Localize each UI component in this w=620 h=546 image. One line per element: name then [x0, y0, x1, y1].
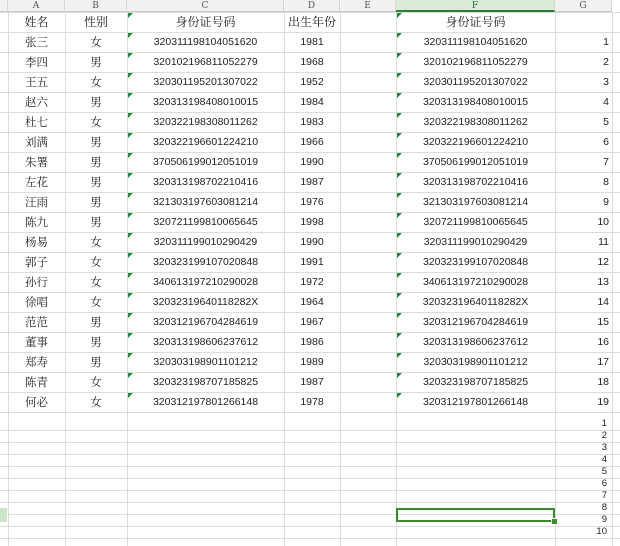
name-cell[interactable]: 王五 [25, 75, 48, 89]
gender-cell[interactable]: 男 [90, 135, 102, 149]
grid-hline [0, 502, 620, 503]
gender-cell[interactable]: 女 [90, 375, 102, 389]
id-cell[interactable]: 320102196811052279 [153, 56, 258, 68]
gender-cell[interactable]: 女 [90, 115, 102, 129]
text-number-indicator-icon [128, 33, 133, 38]
text-number-indicator-icon [128, 133, 133, 138]
index-cell[interactable]: 10 [597, 216, 609, 228]
text-number-indicator-icon [397, 313, 402, 318]
id-copy-cell[interactable]: 320311198104051620 [423, 36, 528, 48]
gender-cell[interactable]: 女 [90, 275, 102, 289]
column-header-e[interactable]: E [340, 0, 396, 12]
column-header-g[interactable]: G [555, 0, 612, 12]
id-cell[interactable]: 320721199810065645 [153, 216, 258, 228]
id-copy-cell[interactable]: 340613197210290028 [422, 276, 529, 288]
id-copy-cell[interactable]: 320102196811052279 [423, 56, 528, 68]
id-copy-cell[interactable]: 320323198707185825 [422, 376, 529, 388]
text-number-indicator-icon [397, 193, 402, 198]
grid-hline [0, 526, 620, 527]
name-cell[interactable]: 郭子 [25, 255, 48, 269]
header-gender[interactable]: 性别 [83, 15, 108, 29]
id-copy-cell[interactable]: 32032319640118282X [422, 296, 529, 308]
text-number-indicator-icon [128, 93, 133, 98]
id-cell[interactable]: 320311198104051620 [153, 36, 258, 48]
text-number-indicator-icon [128, 393, 133, 398]
active-row-marker [0, 508, 7, 522]
blank-index-cell[interactable]: 9 [601, 514, 607, 525]
name-cell[interactable]: 郑寿 [25, 355, 48, 369]
name-cell[interactable]: 李四 [25, 55, 48, 69]
id-cell[interactable]: 320323198707185825 [152, 376, 259, 388]
birth-year-cell[interactable]: 1990 [300, 236, 324, 248]
text-number-indicator-icon [397, 53, 402, 58]
birth-year-cell[interactable]: 1983 [300, 116, 324, 128]
name-cell[interactable]: 刘满 [25, 135, 48, 149]
index-cell[interactable]: 5 [603, 116, 609, 128]
id-cell[interactable]: 340613197210290028 [152, 276, 259, 288]
blank-index-cell[interactable]: 4 [601, 454, 607, 465]
text-number-indicator-icon [397, 233, 402, 238]
gender-cell[interactable]: 男 [90, 195, 102, 209]
blank-index-cell[interactable]: 6 [601, 478, 607, 489]
birth-year-cell[interactable]: 1978 [300, 396, 324, 408]
id-cell[interactable]: 320323199107020848 [152, 256, 259, 268]
index-cell[interactable]: 15 [597, 316, 609, 328]
fill-handle[interactable] [551, 518, 558, 525]
id-copy-cell[interactable]: 320311199010290429 [423, 236, 528, 248]
text-number-indicator-icon [128, 313, 133, 318]
grid-hline [0, 430, 620, 431]
blank-index-cell[interactable]: 1 [601, 418, 607, 429]
header-birth-year[interactable]: 出生年份 [287, 15, 336, 29]
birth-year-cell[interactable]: 1986 [300, 336, 324, 348]
text-number-indicator-icon [397, 113, 402, 118]
name-cell[interactable]: 孙行 [25, 275, 48, 289]
birth-year-cell[interactable]: 1952 [300, 76, 324, 88]
gender-cell[interactable]: 女 [90, 35, 102, 49]
name-cell[interactable]: 陈九 [25, 215, 48, 229]
grid-hline [0, 478, 620, 479]
grid-hline [0, 466, 620, 467]
id-copy-cell[interactable]: 320721199810065645 [423, 216, 528, 228]
gender-cell[interactable]: 男 [90, 215, 102, 229]
grid-hline [0, 538, 620, 539]
gender-cell[interactable]: 男 [90, 315, 102, 329]
id-cell[interactable]: 320322196601224210 [152, 136, 259, 148]
grid-hline [0, 412, 620, 413]
column-header-c[interactable]: C [127, 0, 284, 12]
birth-year-cell[interactable]: 1991 [300, 256, 324, 268]
text-number-indicator-icon [128, 233, 133, 238]
text-number-indicator-icon [397, 33, 402, 38]
blank-index-cell[interactable]: 3 [601, 442, 607, 453]
id-copy-cell[interactable]: 320322198308011262 [423, 116, 528, 128]
text-number-indicator-icon [128, 13, 133, 18]
id-cell[interactable]: 320313198606237612 [152, 336, 259, 348]
text-number-indicator-icon [397, 93, 402, 98]
index-cell[interactable]: 14 [597, 296, 609, 308]
gender-cell[interactable]: 男 [90, 175, 102, 189]
index-cell[interactable]: 16 [597, 336, 609, 348]
id-copy-cell[interactable]: 320312197801266148 [422, 396, 529, 408]
blank-index-cell[interactable]: 8 [601, 502, 607, 513]
text-number-indicator-icon [397, 173, 402, 178]
index-cell[interactable]: 18 [597, 376, 609, 388]
id-copy-cell[interactable]: 370506199012051019 [422, 156, 529, 168]
text-number-indicator-icon [128, 113, 133, 118]
text-number-indicator-icon [397, 293, 402, 298]
index-cell[interactable]: 11 [598, 236, 609, 248]
id-copy-cell[interactable]: 320312196704284619 [422, 316, 529, 328]
birth-year-cell[interactable]: 1976 [300, 196, 324, 208]
birth-year-cell[interactable]: 1989 [300, 356, 324, 368]
id-cell[interactable]: 320312197801266148 [152, 396, 259, 408]
name-cell[interactable]: 董事 [25, 335, 48, 349]
text-number-indicator-icon [397, 213, 402, 218]
text-number-indicator-icon [128, 373, 133, 378]
index-cell[interactable]: 1 [603, 36, 609, 48]
header-id[interactable]: 身份证号码 [175, 15, 236, 29]
index-cell[interactable]: 17 [597, 356, 609, 368]
id-cell[interactable]: 320312196704284619 [152, 316, 259, 328]
id-cell[interactable]: 320322198308011262 [153, 116, 258, 128]
text-number-indicator-icon [128, 213, 133, 218]
name-cell[interactable]: 左花 [25, 175, 48, 189]
header-id-copy[interactable]: 身份证号码 [445, 15, 506, 29]
index-cell[interactable]: 3 [603, 76, 609, 88]
text-number-indicator-icon [128, 193, 133, 198]
grid-hline [0, 442, 620, 443]
birth-year-cell[interactable]: 1981 [300, 36, 324, 48]
index-cell[interactable]: 8 [603, 176, 609, 188]
column-header-d[interactable]: D [284, 0, 340, 12]
name-cell[interactable]: 赵六 [25, 95, 48, 109]
gender-cell[interactable]: 女 [90, 255, 102, 269]
text-number-indicator-icon [397, 133, 402, 138]
index-cell[interactable]: 2 [603, 56, 609, 68]
birth-year-cell[interactable]: 1967 [300, 316, 324, 328]
text-number-indicator-icon [128, 253, 133, 258]
id-cell[interactable]: 320313198408010015 [152, 96, 259, 108]
gender-cell[interactable]: 女 [90, 235, 102, 249]
id-cell[interactable]: 321303197603081214 [152, 196, 259, 208]
text-number-indicator-icon [397, 273, 402, 278]
text-number-indicator-icon [128, 293, 133, 298]
text-number-indicator-icon [397, 153, 402, 158]
text-number-indicator-icon [397, 353, 402, 358]
id-copy-cell[interactable]: 320322196601224210 [422, 136, 529, 148]
column-header-f[interactable]: F [396, 0, 555, 12]
id-copy-cell[interactable]: 320303198901101212 [423, 356, 528, 368]
text-number-indicator-icon [128, 53, 133, 58]
id-cell[interactable]: 320303198901101212 [153, 356, 258, 368]
gender-cell[interactable]: 男 [90, 335, 102, 349]
text-number-indicator-icon [397, 333, 402, 338]
gender-cell[interactable]: 男 [90, 155, 102, 169]
index-cell[interactable]: 19 [597, 396, 609, 408]
index-cell[interactable]: 7 [603, 156, 609, 168]
birth-year-cell[interactable]: 1987 [300, 376, 324, 388]
birth-year-cell[interactable]: 1984 [300, 96, 324, 108]
text-number-indicator-icon [128, 333, 133, 338]
column-header-b[interactable]: B [65, 0, 127, 12]
text-number-indicator-icon [397, 393, 402, 398]
id-copy-cell[interactable]: 321303197603081214 [422, 196, 529, 208]
birth-year-cell[interactable]: 1987 [300, 176, 324, 188]
header-name[interactable]: 姓名 [24, 15, 49, 29]
text-number-indicator-icon [128, 153, 133, 158]
select-all-corner[interactable] [0, 0, 8, 12]
birth-year-cell[interactable]: 1968 [300, 56, 324, 68]
gender-cell[interactable]: 女 [90, 295, 102, 309]
id-cell[interactable]: 320311199010290429 [153, 236, 258, 248]
text-number-indicator-icon [128, 73, 133, 78]
text-number-indicator-icon [397, 13, 402, 18]
gender-cell[interactable]: 男 [90, 55, 102, 69]
name-cell[interactable]: 范范 [25, 315, 48, 329]
index-cell[interactable]: 12 [597, 256, 609, 268]
text-number-indicator-icon [128, 273, 133, 278]
index-cell[interactable]: 6 [603, 136, 609, 148]
blank-index-cell[interactable]: 5 [601, 466, 607, 477]
birth-year-cell[interactable]: 1998 [300, 216, 324, 228]
birth-year-cell[interactable]: 1972 [300, 276, 324, 288]
name-cell[interactable]: 朱署 [25, 155, 48, 169]
name-cell[interactable]: 杜七 [25, 115, 48, 129]
index-cell[interactable]: 13 [597, 276, 609, 288]
id-copy-cell[interactable]: 320323199107020848 [422, 256, 529, 268]
gender-cell[interactable]: 男 [90, 95, 102, 109]
name-cell[interactable]: 杨易 [25, 235, 48, 249]
name-cell[interactable]: 徐唱 [25, 295, 48, 309]
gender-cell[interactable]: 女 [90, 395, 102, 409]
id-copy-cell[interactable]: 320301195201307022 [423, 76, 528, 88]
grid-hline [0, 454, 620, 455]
id-copy-cell[interactable]: 320313198408010015 [422, 96, 529, 108]
index-cell[interactable]: 4 [603, 96, 609, 108]
text-number-indicator-icon [397, 253, 402, 258]
gender-cell[interactable]: 男 [90, 355, 102, 369]
blank-index-cell[interactable]: 10 [596, 526, 607, 537]
birth-year-cell[interactable]: 1964 [300, 296, 324, 308]
name-cell[interactable]: 何必 [25, 395, 48, 409]
name-cell[interactable]: 汪雨 [25, 195, 48, 209]
id-copy-cell[interactable]: 320313198606237612 [422, 336, 529, 348]
name-cell[interactable]: 陈青 [25, 375, 48, 389]
birth-year-cell[interactable]: 1990 [300, 156, 324, 168]
text-number-indicator-icon [128, 173, 133, 178]
grid-hline [0, 490, 620, 491]
selected-cell[interactable] [396, 508, 555, 522]
blank-index-cell[interactable]: 7 [601, 490, 607, 501]
id-copy-cell[interactable]: 320313198702210416 [422, 176, 529, 188]
id-cell[interactable]: 32032319640118282X [152, 296, 259, 308]
name-cell[interactable]: 张三 [25, 35, 48, 49]
text-number-indicator-icon [397, 73, 402, 78]
birth-year-cell[interactable]: 1966 [300, 136, 324, 148]
gender-cell[interactable]: 女 [90, 75, 102, 89]
text-number-indicator-icon [128, 353, 133, 358]
id-cell[interactable]: 320301195201307022 [153, 76, 258, 88]
column-header-a[interactable]: A [8, 0, 65, 12]
blank-index-cell[interactable]: 2 [601, 430, 607, 441]
id-cell[interactable]: 370506199012051019 [152, 156, 259, 168]
id-cell[interactable]: 320313198702210416 [152, 176, 259, 188]
text-number-indicator-icon [397, 373, 402, 378]
index-cell[interactable]: 9 [603, 196, 609, 208]
